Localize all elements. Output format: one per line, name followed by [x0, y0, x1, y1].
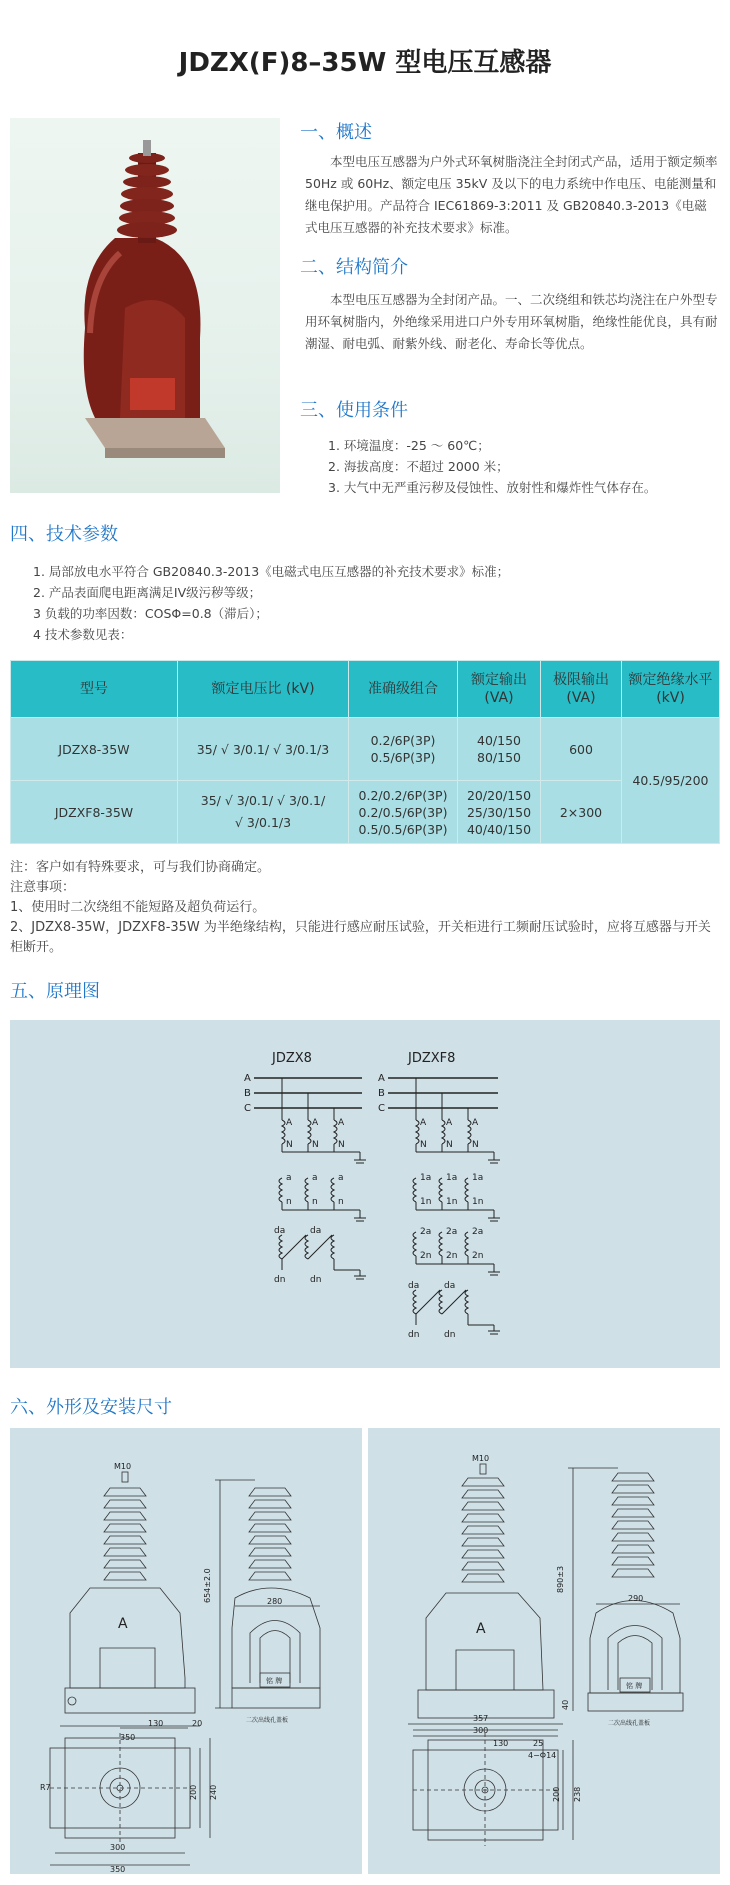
dim-240: 240 [209, 1784, 218, 1800]
terminal-label: 1n [446, 1197, 458, 1207]
terminal-label: dn [274, 1275, 286, 1285]
header-accuracy: 准确级组合 [349, 661, 458, 718]
phase-b-label: B [378, 1088, 385, 1099]
dimension-drawing-jdzx8 [10, 1428, 362, 1874]
terminal-label: da [274, 1226, 286, 1236]
dim-25: 25 [533, 1739, 544, 1748]
section-overview-heading: 一、概述 [300, 122, 372, 143]
view-letter: A [476, 1621, 486, 1637]
terminal-label: a [338, 1173, 344, 1183]
list-item: 2. 产品表面爬电距离满足IV级污秽等级； [33, 585, 262, 600]
terminal-label: a [312, 1173, 318, 1183]
note-line: 1、使用时二次绕组不能短路及超负荷运行。 [10, 900, 266, 915]
cell-ratio: 35/ √ 3/0.1/ √ 3/0.1/ √ 3/0.1/3 [178, 781, 349, 844]
section-params-heading: 四、技术参数 [10, 524, 118, 545]
overview-text: 本型电压互感器为户外式环氧树脂浇注全封闭式产品，适用于额定频率 50Hz 或 60Hz、额定电压 35kV 及以下的电力系统中作电压、电能测量和继电保护用。产品符合 IEC61869-3:2011 及 GB20840.3-2013《电磁式电压互感器的补充技术要求》标准。 [305, 154, 718, 235]
product-photo [10, 118, 280, 493]
table-row [11, 718, 720, 781]
note-line: 2、JDZX8-35W，JDZXF8-35W 为半绝缘结构，只能进行感应耐压试验，开关柜进行工频耐压试验时，应将互感器与开关柜断开。 [10, 920, 711, 955]
view-letter: A [118, 1616, 128, 1632]
terminal-label: A [446, 1118, 453, 1128]
outline-drawing [368, 1428, 720, 1874]
page-title: JDZX(F)8–35W 型电压互感器 [178, 48, 552, 78]
terminal-label: dn [444, 1330, 456, 1340]
cover-note: 二次出线孔盖板 [608, 1720, 651, 1727]
dim-290: 290 [628, 1594, 644, 1603]
dim-280: 280 [267, 1597, 283, 1606]
note-line: 注意事项： [10, 880, 76, 895]
phase-c-label: C [244, 1103, 251, 1114]
jdzx8-label: JDZX8 [272, 1051, 312, 1066]
dim-r7: R7 [40, 1783, 51, 1792]
dim-130: 130 [493, 1739, 509, 1748]
terminal-label: N [446, 1140, 453, 1150]
cover-note: 二次出线孔盖板 [246, 1717, 289, 1724]
cell-accuracy: 0.2/0.2/6P(3P) 0.2/0.5/6P(3P) 0.5/0.5/6P(3P) [349, 781, 458, 844]
dim-height: 654±2.0 [203, 1568, 212, 1603]
terminal-label: n [338, 1197, 344, 1207]
params-list [33, 561, 723, 645]
dim-40: 40 [561, 1699, 570, 1710]
list-item: 3. 大气中无严重污秽及侵蚀性、放射性和爆炸性气体存在。 [328, 480, 657, 495]
schematic-panel [10, 1020, 720, 1368]
terminal-label: 2n [472, 1251, 484, 1261]
terminal-label: 1a [446, 1173, 458, 1183]
terminal-label: n [286, 1197, 292, 1207]
list-item: 4 技术参数见表： [33, 627, 133, 642]
terminal-label: A [286, 1118, 293, 1128]
dim-357: 357 [473, 1714, 489, 1723]
phase-a-label: A [244, 1073, 251, 1084]
terminal-label: N [338, 1140, 345, 1150]
phase-c-label: C [378, 1103, 385, 1114]
conditions-list [328, 435, 723, 498]
notes [10, 858, 720, 958]
dimension-drawing-jdzxf8 [368, 1428, 720, 1874]
header-model: 型号 [11, 661, 178, 718]
dim-m10: M10 [114, 1462, 132, 1471]
transformer-illustration [10, 118, 280, 493]
dim-holes: 4−Φ14 [528, 1751, 557, 1760]
phase-a-label: A [378, 1073, 385, 1084]
dim-200: 200 [552, 1786, 561, 1802]
terminal-label: da [444, 1281, 456, 1291]
dim-238: 238 [573, 1786, 582, 1802]
dim-350: 350 [120, 1733, 136, 1742]
cell-output: 40/150 80/150 [458, 718, 541, 781]
header-output: 额定输出 (VA) [458, 661, 541, 718]
dim-300: 300 [473, 1726, 489, 1735]
terminal-label: N [286, 1140, 293, 1150]
terminal-label: 2a [420, 1227, 432, 1237]
section-conditions-heading: 三、使用条件 [300, 400, 408, 421]
list-item: 3 负载的功率因数：COSΦ=0.8（滞后）； [33, 606, 268, 621]
cell-insulation: 40.5/95/200 [622, 718, 720, 844]
cell-ratio: 35/ √ 3/0.1/ √ 3/0.1/3 [178, 718, 349, 781]
cell-accuracy: 0.2/6P(3P) 0.5/6P(3P) [349, 718, 458, 781]
list-item: 1. 局部放电水平符合 GB20840.3-2013《电磁式电压互感器的补充技术要求》标准； [33, 564, 510, 579]
jdzxf8-label: JDZXF8 [408, 1051, 456, 1066]
terminal-label: dn [408, 1330, 420, 1340]
dim-m10: M10 [472, 1454, 490, 1463]
terminal-label: da [408, 1281, 420, 1291]
terminal-label: A [472, 1118, 479, 1128]
terminal-label: a [286, 1173, 292, 1183]
terminal-label: 1a [472, 1173, 484, 1183]
terminal-label: N [420, 1140, 427, 1150]
schematic-diagram [10, 1020, 720, 1368]
nameplate-label: 铭 牌 [626, 1682, 643, 1690]
section-dimensions-heading: 六、外形及安装尺寸 [10, 1397, 172, 1418]
dim-350b: 350 [110, 1865, 126, 1874]
outline-drawing [10, 1428, 362, 1874]
table-header-row [11, 661, 720, 718]
terminal-label: 1n [420, 1197, 432, 1207]
terminal-label: A [338, 1118, 345, 1128]
dim-height: 890±3 [556, 1565, 565, 1593]
table-row [11, 781, 720, 844]
terminal-label: N [472, 1140, 479, 1150]
terminal-label: n [312, 1197, 318, 1207]
section-structure-heading: 二、结构简介 [300, 257, 408, 278]
spec-table [10, 660, 720, 844]
cell-limit: 2×300 [541, 781, 622, 844]
phase-b-label: B [244, 1088, 251, 1099]
cell-output: 20/20/150 25/30/150 40/40/150 [458, 781, 541, 844]
terminal-label: da [310, 1226, 322, 1236]
list-item: 2. 海拔高度：不超过 2000 米； [328, 459, 509, 474]
dim-20: 20 [192, 1719, 203, 1728]
structure-text: 本型电压互感器为全封闭产品。一、二次绕组和铁芯均浇注在户外型专用环氧树脂内，外绝缘采用进口户外专用环氧树脂，绝缘性能优良，具有耐潮湿、耐电弧、耐紫外线、耐老化、寿命长等优点。 [305, 292, 718, 351]
dim-300: 300 [110, 1843, 126, 1852]
cell-model: JDZX8-35W [11, 718, 178, 781]
note-line: 注：客户如有特殊要求，可与我们协商确定。 [10, 860, 271, 875]
terminal-label: 2a [472, 1227, 484, 1237]
terminal-label: A [420, 1118, 427, 1128]
dim-130: 130 [148, 1719, 164, 1728]
dim-200: 200 [189, 1784, 198, 1800]
section-schematic-heading: 五、原理图 [10, 981, 100, 1002]
list-item: 1. 环境温度：-25 ～ 60℃； [328, 438, 490, 453]
nameplate-label: 铭 牌 [266, 1677, 283, 1685]
terminal-label: 2n [446, 1251, 458, 1261]
header-ratio: 额定电压比 (kV) [178, 661, 349, 718]
terminal-label: 2a [446, 1227, 458, 1237]
terminal-label: A [312, 1118, 319, 1128]
cell-limit: 600 [541, 718, 622, 781]
terminal-label: 1a [420, 1173, 432, 1183]
header-limit: 极限输出 (VA) [541, 661, 622, 718]
terminal-label: N [312, 1140, 319, 1150]
terminal-label: 1n [472, 1197, 484, 1207]
terminal-label: 2n [420, 1251, 432, 1261]
terminal-label: dn [310, 1275, 322, 1285]
header-insulation: 额定绝缘水平 (kV) [622, 661, 720, 718]
cell-model: JDZXF8-35W [11, 781, 178, 844]
